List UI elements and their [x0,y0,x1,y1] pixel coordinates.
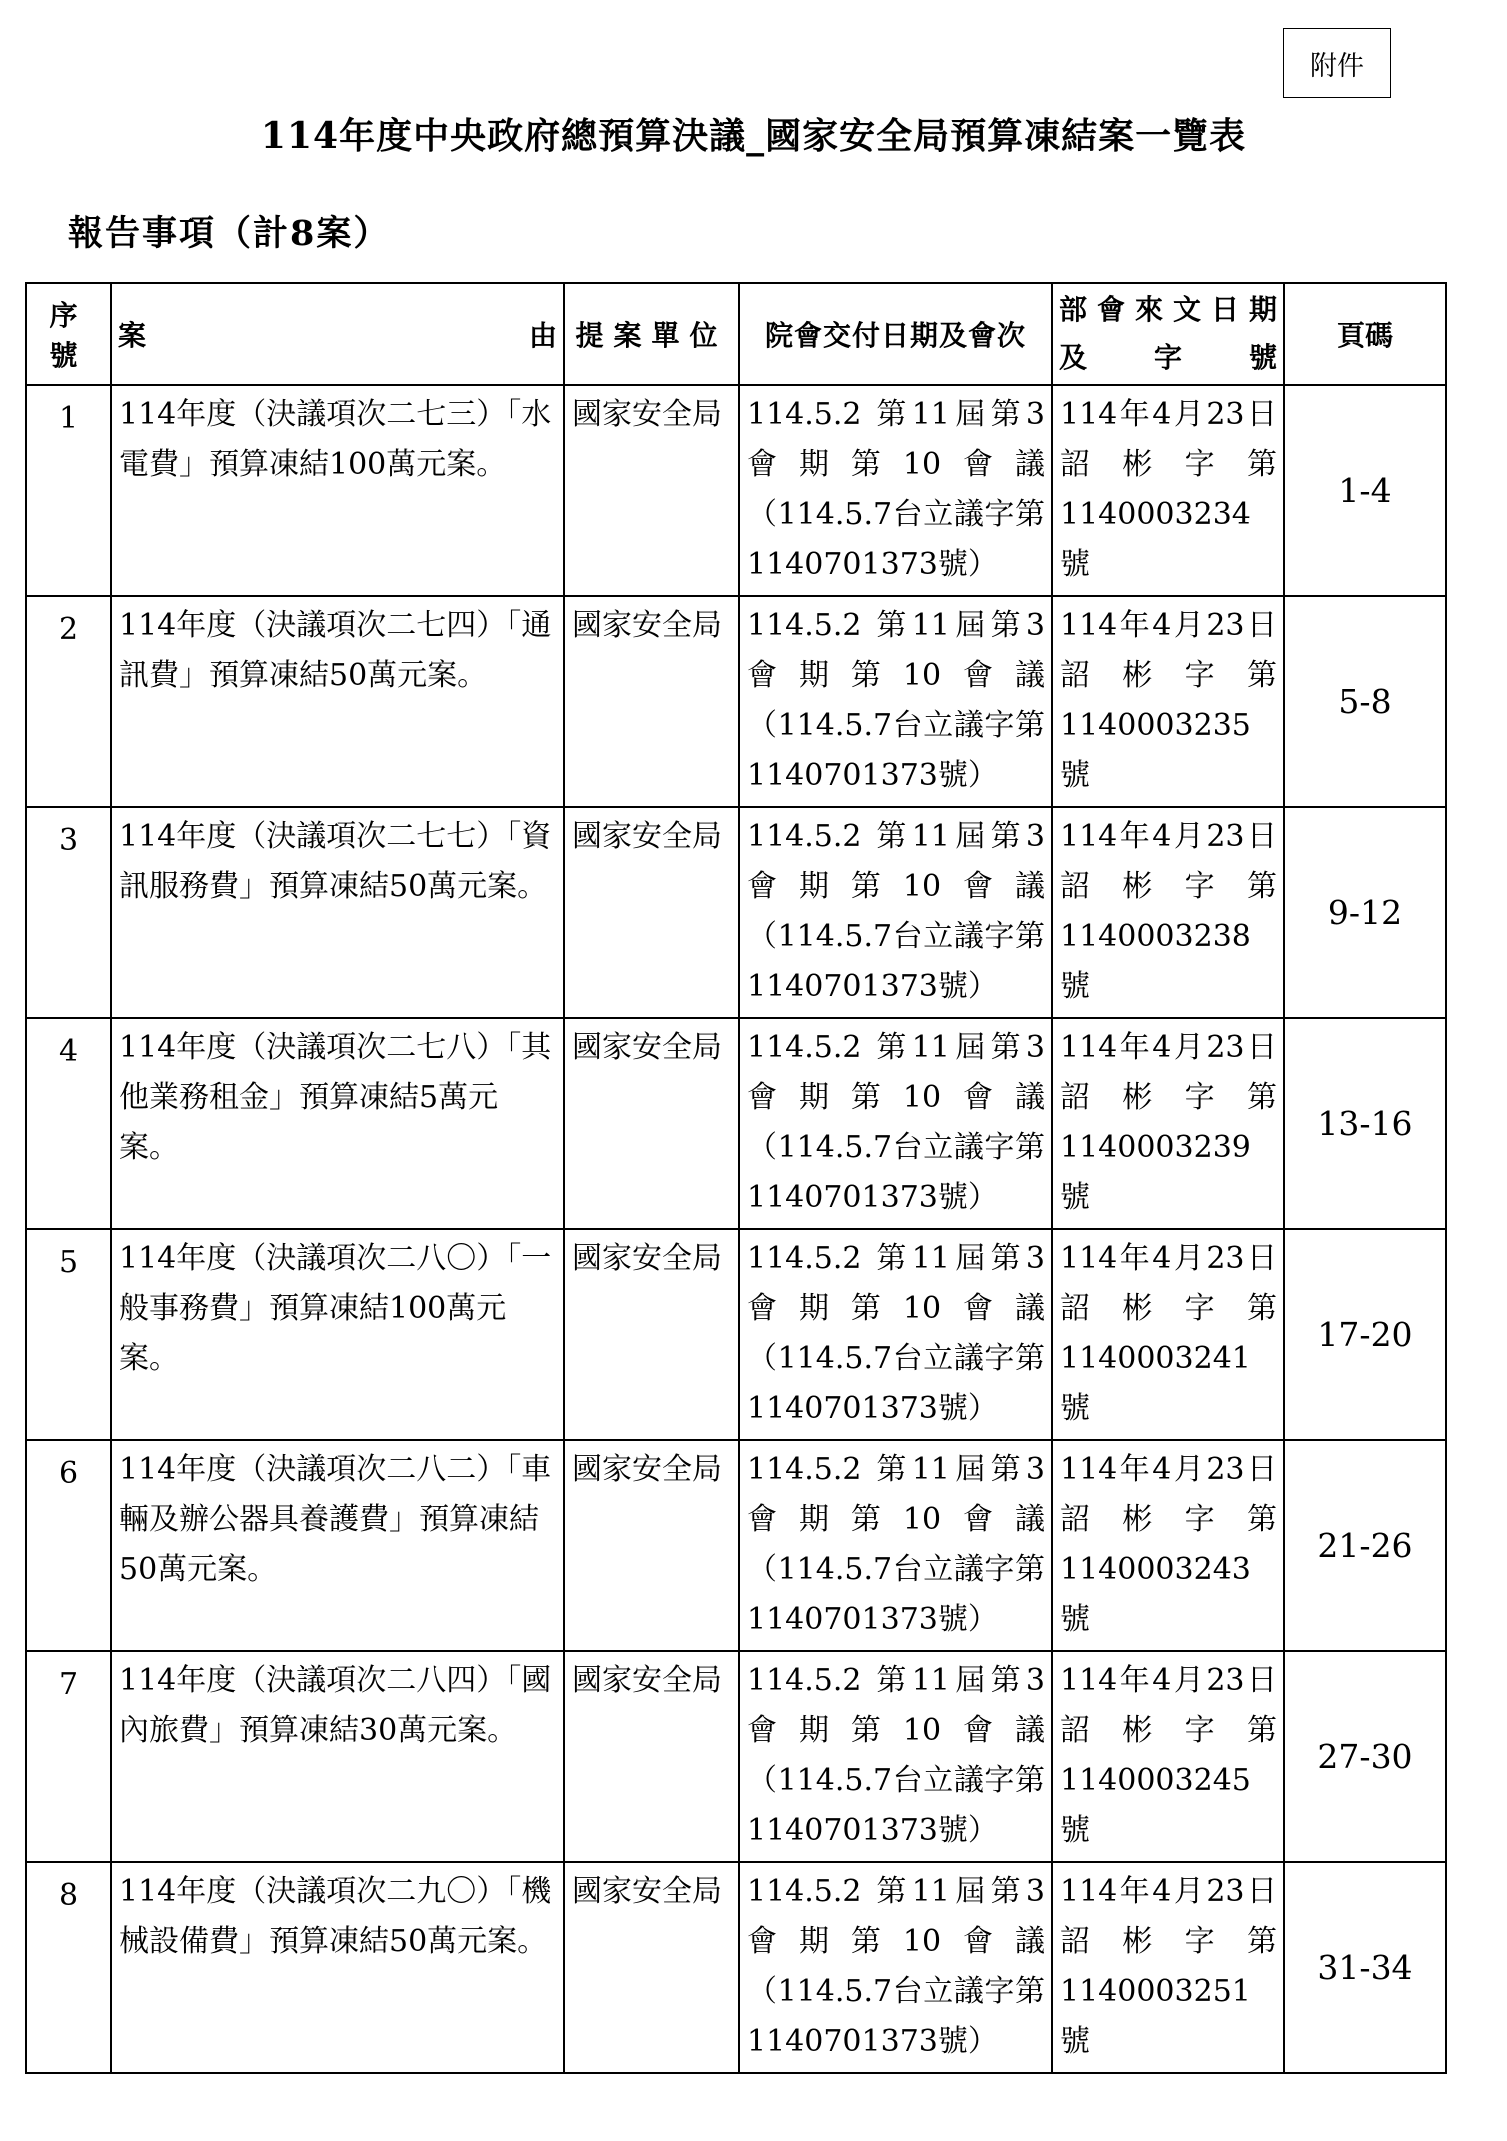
document-title: 114年度中央政府總預算決議_國家安全局預算凍結案一覽表 [260,115,1247,157]
cell-seq: 2 [26,596,111,807]
header-doc [1052,283,1284,385]
cell-seq: 7 [26,1651,111,1862]
cell-page: 21-26 [1284,1440,1446,1651]
cell-page: 31-34 [1284,1862,1446,2073]
cell-doc: 114年4月23日詔彬字第1140003243號 [1052,1440,1284,1651]
cell-case: 114年度（決議項次二七三）「水電費」預算凍結100萬元案。 [111,385,564,596]
cell-seq: 1 [26,385,111,596]
cell-unit: 國家安全局 [564,596,739,807]
table-row [26,1018,1446,1229]
cell-page: 17-20 [1284,1229,1446,1440]
cell-page: 27-30 [1284,1651,1446,1862]
table-row [26,385,1446,596]
cell-seq: 5 [26,1229,111,1440]
cell-case: 114年度（決議項次二八四）「國內旅費」預算凍結30萬元案。 [111,1651,564,1862]
cell-case: 114年度（決議項次二八〇）「一般事務費」預算凍結100萬元案。 [111,1229,564,1440]
cell-date: 114.5.2 第11屆第3會期第10會議（114.5.7台立議字第1140701373號） [739,1862,1052,2073]
table-row [26,596,1446,807]
table-header-row [26,283,1446,385]
cell-unit: 國家安全局 [564,1862,739,2073]
header-case-left: 案 [118,319,147,352]
table-row [26,807,1446,1018]
cell-date: 114.5.2 第11屆第3會期第10會議（114.5.7台立議字第1140701373號） [739,807,1052,1018]
cell-date: 114.5.2 第11屆第3會期第10會議（114.5.7台立議字第1140701373號） [739,596,1052,807]
header-seq: 序號 [26,283,111,385]
cell-doc: 114年4月23日詔彬字第1140003241號 [1052,1229,1284,1440]
cell-page: 9-12 [1284,807,1446,1018]
header-doc-line2: 及 字 號 [1059,341,1277,374]
cell-doc: 114年4月23日詔彬字第1140003235號 [1052,596,1284,807]
cell-unit: 國家安全局 [564,385,739,596]
header-doc-line1: 部會來文日期 [1059,293,1277,326]
budget-freeze-table [25,282,1447,2074]
cell-doc: 114年4月23日詔彬字第1140003251號 [1052,1862,1284,2073]
table-row [26,1229,1446,1440]
attachment-label: 附件 [1283,28,1391,98]
section-heading: 報告事項（計8案） [68,213,391,254]
cell-seq: 3 [26,807,111,1018]
cell-date: 114.5.2 第11屆第3會期第10會議（114.5.7台立議字第1140701373號） [739,1440,1052,1651]
cell-date: 114.5.2 第11屆第3會期第10會議（114.5.7台立議字第1140701373號） [739,385,1052,596]
table-row [26,1440,1446,1651]
header-unit: 提案單位 [564,283,739,385]
header-case [111,283,564,385]
cell-doc: 114年4月23日詔彬字第1140003238號 [1052,807,1284,1018]
table-row [26,1862,1446,2073]
cell-page: 13-16 [1284,1018,1446,1229]
cell-seq: 4 [26,1018,111,1229]
cell-unit: 國家安全局 [564,1651,739,1862]
cell-case: 114年度（決議項次二七七）「資訊服務費」預算凍結50萬元案。 [111,807,564,1018]
cell-doc: 114年4月23日詔彬字第1140003245號 [1052,1651,1284,1862]
cell-page: 1-4 [1284,385,1446,596]
cell-date: 114.5.2 第11屆第3會期第10會議（114.5.7台立議字第1140701373號） [739,1018,1052,1229]
header-date: 院會交付日期及會次 [739,283,1052,385]
cell-case: 114年度（決議項次二七八）「其他業務租金」預算凍結5萬元案。 [111,1018,564,1229]
cell-unit: 國家安全局 [564,807,739,1018]
table-row [26,1651,1446,1862]
cell-date: 114.5.2 第11屆第3會期第10會議（114.5.7台立議字第1140701373號） [739,1651,1052,1862]
cell-seq: 8 [26,1862,111,2073]
cell-page: 5-8 [1284,596,1446,807]
cell-seq: 6 [26,1440,111,1651]
header-case-right: 由 [528,319,557,352]
cell-case: 114年度（決議項次二七四）「通訊費」預算凍結50萬元案。 [111,596,564,807]
cell-doc: 114年4月23日詔彬字第1140003239號 [1052,1018,1284,1229]
cell-case: 114年度（決議項次二九〇）「機械設備費」預算凍結50萬元案。 [111,1862,564,2073]
header-page: 頁碼 [1284,283,1446,385]
cell-doc: 114年4月23日詔彬字第1140003234號 [1052,385,1284,596]
cell-date: 114.5.2 第11屆第3會期第10會議（114.5.7台立議字第1140701373號） [739,1229,1052,1440]
cell-unit: 國家安全局 [564,1440,739,1651]
cell-case: 114年度（決議項次二八二）「車輛及辦公器具養護費」預算凍結50萬元案。 [111,1440,564,1651]
cell-unit: 國家安全局 [564,1018,739,1229]
cell-unit: 國家安全局 [564,1229,739,1440]
